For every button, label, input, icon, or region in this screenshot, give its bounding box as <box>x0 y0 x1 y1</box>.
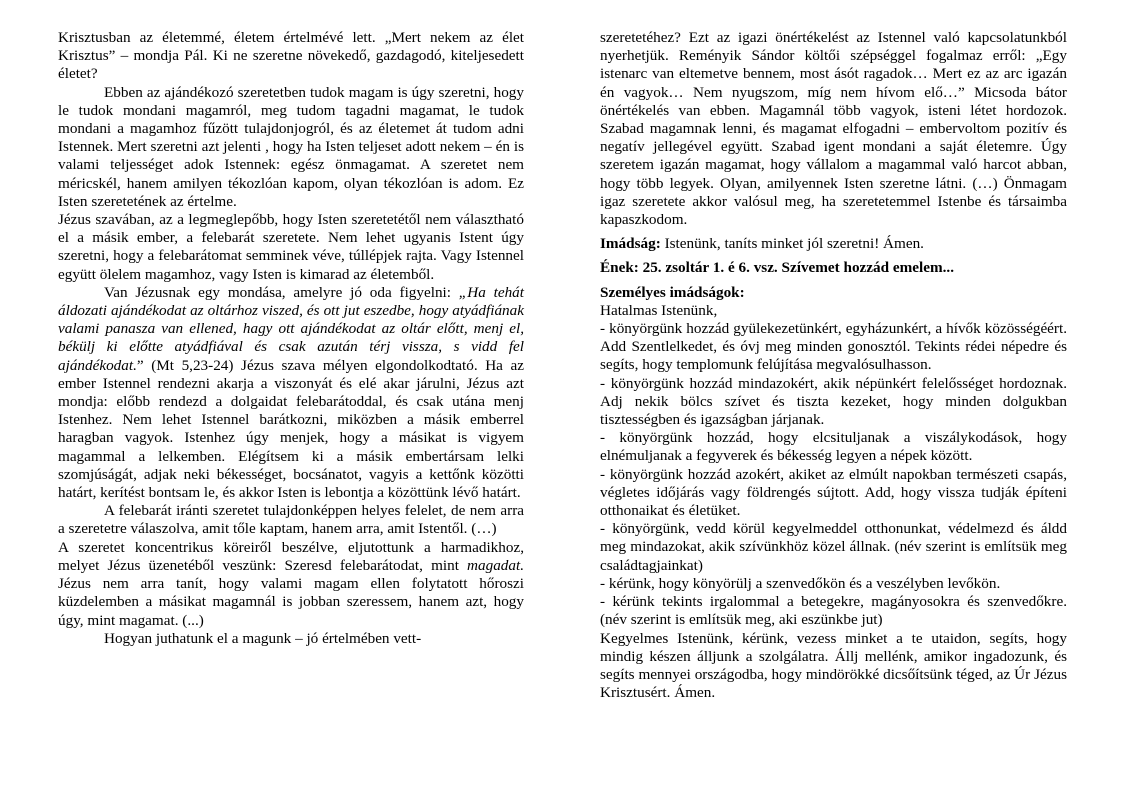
prayer-item: - könyörgünk hozzád mindazokért, akik népünkért felelősséget hordoznak. Adj nekik bölcs szívet és tiszta kezeket, hogy minden dolgukban tisztességben és igazságban járjanak. <box>600 374 1067 429</box>
paragraph: Jézus szavában, az a legmeglepőbb, hogy Isten szeretetétől nem választható el a másik ember, a felebarát szeretete. Nem lehet ugyanis Istent úgy szeretni, hogy a felebarátomat semminek véve, túllépjek rajta. Vagy Istennel együtt ölelem magamhoz, vagy Isten is kimarad az életemből. <box>58 211 524 283</box>
prayer-item: - könyörgünk hozzád azokért, akiket az elmúlt napokban természeti csapás, végletes időjárás vagy földrengés sújtott. Add, hogy vissza tudják építeni otthonaikat és életüket. <box>600 465 1067 520</box>
paragraph-text: Van Jézusnak egy mondása, amelyre jó oda figyelni: <box>104 283 459 301</box>
paragraph: szeretetéhez? Ezt az igazi önértékelést az Istennel való kapcsolatunkból nyerhetjük. Reményik Sándor költői szépséggel fogalmaz erről: „Egy istenarc van eltemetve bennem, most ásót ragadok… Mert ez az arc igazán én vagyok… Nem nyugszom, míg nem hívom elő…” Micsoda bátor önértékelés van ebben. Magamnál több vagyok, isteni létet hordozok. Szabad magamnak lenni, és magamat elfogadni – embervoltom pozitív és negatív jellegével együtt. Szabad igent mondani a saját életemre. Úgy szeretem igazán magamat, hogy vállalom a magammal való harcot abban, hogy több legyek. Olyan, amilyennek Isten szeretne látni. (…) Önmagam igaz szeretete akkor valósul meg, ha szeretetemmel Istenbe és társaimba kapaszkodom. <box>600 29 1067 229</box>
heading-text: Személyes imádságok: <box>600 283 745 301</box>
paragraph-text: A szeretet koncentrikus köreiről beszélve, eljutottunk a harmadikhoz, melyet Jézus üzenetéből veszünk: Szeresd felebarátodat, mint <box>58 538 524 574</box>
prayer-item: - könyörgünk hozzád gyülekezetünkért, egyházunkért, a hívők közösségéért. Add Szentlelkedet, és óvj meg minden gonosztól. Tekints rédei népedre és segíts, hogy templomunk felújítása megvalósulhasson. <box>600 320 1067 374</box>
paragraph <box>58 284 524 502</box>
prayer-item: Hatalmas Istenünk, <box>600 301 718 319</box>
prayer-item: - kérünk tekints irgalommal a betegekre, magányosokra és szenvedőkre. (név szerint is említsük meg, aki eszünkbe jut) <box>600 593 1067 629</box>
paragraph: A felebarát iránti szeretet tulajdonképpen helyes felelet, de nem arra a szeretetre válaszolva, amit tőle kaptam, hanem arra, amit Istentől. (…) <box>58 502 524 538</box>
prayer-line <box>600 235 1067 253</box>
prayer-text: Istenünk, taníts minket jól szeretni! Ámen. <box>660 235 924 253</box>
paragraph: Hogyan juthatunk el a magunk – jó értelmében vett- <box>104 629 422 647</box>
paragraph-text: Jézus nem arra tanít, hogy valami magam ellen folytatott hőroszi küzdelemben a másikat magamnál is jobban szeressem, hanem azt, hogy úgy, mint magamat. (...) <box>58 575 524 629</box>
prayer-item: - könyörgünk, vedd körül kegyelmeddel otthonunkat, védelmezd és áldd meg mindazokat, akik szívünkhöz közel állnak. (név szerint is említsük meg családtagjainkat) <box>600 520 1067 574</box>
prayer-item: - kérünk, hogy könyörülj a szenvedőkön és a veszélyben levőkön. <box>600 574 1001 592</box>
prayer-label: Imádság: <box>600 235 661 253</box>
prayer-item: Kegyelmes Istenünk, kérünk, vezess minket a te utaidon, segíts, hogy mindig készen álljunk a szolgálatra. Állj mellénk, amikor ingadozunk, és segíts mennyei országodba, hogy mindörökké dicsőítsünk téged, az Úr Jézus Krisztusért. Ámen. <box>600 629 1067 702</box>
paragraph <box>58 539 524 630</box>
emphasis: magadat. <box>467 556 524 574</box>
right-column <box>600 29 1067 702</box>
paragraph: Krisztusban az életemmé, életem értelmévé lett. „Mert nekem az élet Krisztus” – mondja Pál. Ki ne szeretne növekedő, gazdagodó, kiteljesedett életet? <box>58 29 524 83</box>
prayer-item: - könyörgünk hozzád, hogy elcsituljanak a viszálykodások, hogy elnémuljanak a fegyverek és békesség legyen a népek között. <box>600 429 1067 465</box>
paragraph-text: ” (Mt 5,23-24) Jézus szava mélyen elgondolkodtató. Ha az ember Istennel rendezni akarja a viszonyát és elé akar járulni, Jézus azt mondja: előbb rendezd a dolgaidat felebarátoddal, és csak utána menj Istenhez. Nem lehet Istennel barátkozni, miközben a másik emberrel haragban vagyok. Istenhez úgy menjek, hogy a másikat is vigyem magammal a lelkemben. Elégítsem ki a másik embertársam lelki szomjúságát, adjak neki békességet, bocsánatot, vagyis a kettőnk közötti határt, kerítést bontsam le, és akkor Isten is lebontja a közöttünk lévő határt. <box>58 356 524 502</box>
bible-quote: „Ha tehát áldozati ajándékodat az oltárhoz viszed, és ott jut eszedbe, hogy atyádfiának valami panasza van ellened, hagy ott ajándékodat az oltár előtt, menj el, békülj ki előtte atyádfiával és csak azután térj vissza, s vidd fel ajándékodat. <box>58 283 524 374</box>
song-text: Ének: 25. zsoltár 1. é 6. vsz. Szívemet hozzád emelem... <box>600 259 955 277</box>
song-line <box>600 259 1067 277</box>
paragraph: Ebben az ajándékozó szeretetben tudok magam is úgy szeretni, hogy le tudok mondani magamról, meg tudom tagadni magamat, le tudok mondani a magamhoz fűzött tulajdonjogról, és az életemet át tudom adni Istennek. Mert szeretni azt jelenti , hogy ha Isten teljeset adott nekem – én is valami teljességet adok Istennek: egész önmagamat. A szeretet nem méricskél, hanem amilyen tékozlóan kapom, olyan tékozlóan is adom. Ez Isten szeretetének az értelme. <box>58 83 524 210</box>
personal-prayers-heading <box>600 284 1067 302</box>
left-column <box>58 29 524 648</box>
